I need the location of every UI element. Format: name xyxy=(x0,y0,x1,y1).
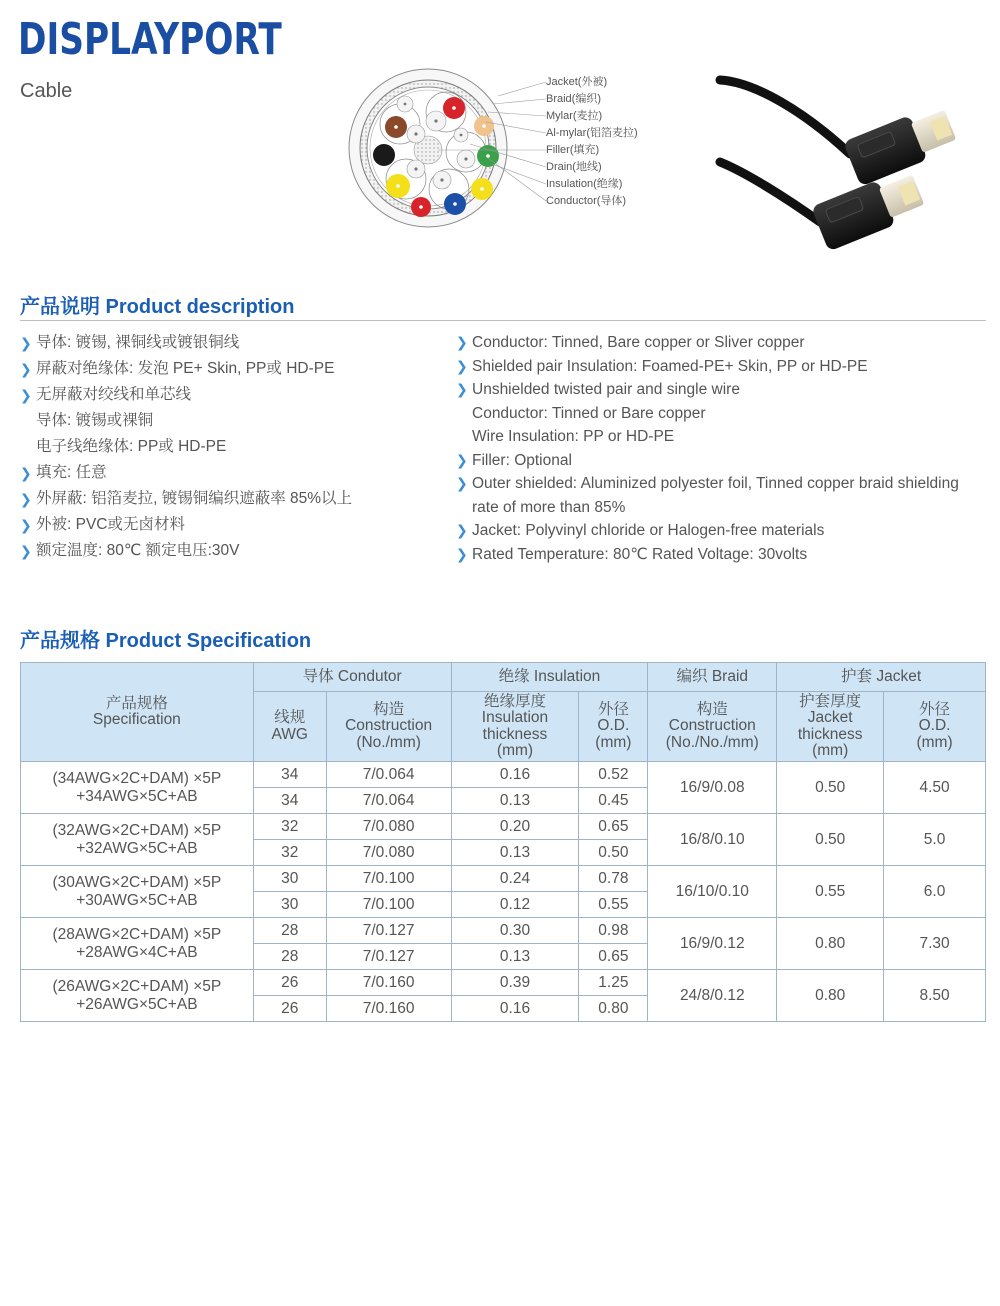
awg-cell: 30 xyxy=(253,866,326,892)
bullet-arrow-icon: ❯ xyxy=(456,545,468,562)
description-item: ❯ 导体: 镀锡, 裸铜线或镀银铜线 xyxy=(20,330,352,356)
header-specification: 产品规格 Specification xyxy=(21,663,254,762)
braid-cell: 16/10/0.10 xyxy=(648,866,777,918)
description-item: 导体: 镀锡或裸铜 xyxy=(36,412,154,429)
header-insulation-group: 绝缘 Insulation xyxy=(451,663,648,692)
description-item: ❯ Shielded pair Insulation: Foamed-PE+ Skin, PP or HD-PE xyxy=(456,355,959,379)
insulation-thickness-cell: 0.16 xyxy=(451,996,579,1022)
diagram-label: Drain(地线) xyxy=(546,161,602,173)
construction-cell: 7/0.100 xyxy=(326,892,451,918)
table-row xyxy=(21,970,986,996)
insulation-od-cell: 0.45 xyxy=(579,788,648,814)
construction-cell: 7/0.160 xyxy=(326,996,451,1022)
spec-cell: (28AWG×2C+DAM) ×5P +28AWG×4C+AB xyxy=(21,918,254,970)
connector-top xyxy=(843,102,959,186)
header-jacket-od: 外径 O.D. (mm) xyxy=(884,692,986,762)
insulation-od-cell: 0.80 xyxy=(579,996,648,1022)
description-item: ❯ 填充: 任意 xyxy=(20,460,352,486)
jacket-thickness-cell: 0.50 xyxy=(777,814,884,866)
spec-cell: (34AWG×2C+DAM) ×5P +34AWG×5C+AB xyxy=(21,762,254,814)
insulation-thickness-cell: 0.20 xyxy=(451,814,579,840)
insulation-od-cell: 0.65 xyxy=(579,944,648,970)
bullet-arrow-icon: ❯ xyxy=(20,361,32,377)
bullet-arrow-icon: ❯ xyxy=(20,517,32,533)
diagram-label: Mylar(麦拉) xyxy=(546,110,603,122)
braid-cell: 24/8/0.12 xyxy=(648,970,777,1022)
description-zh-list xyxy=(20,330,352,564)
awg-cell: 32 xyxy=(253,814,326,840)
description-item: ❯ 额定温度: 80℃ 额定电压:30V xyxy=(20,538,352,564)
awg-cell: 30 xyxy=(253,892,326,918)
jacket-od-cell: 4.50 xyxy=(884,762,986,814)
description-item: rate of more than 85% xyxy=(472,498,626,516)
bullet-arrow-icon: ❯ xyxy=(456,381,468,397)
header-insulation-thickness: 绝缘厚度 Insulation thickness (mm) xyxy=(451,692,579,762)
section-divider xyxy=(20,320,986,321)
header-jacket-thickness: 护套厚度 Jacket thickness (mm) xyxy=(777,692,884,762)
braid-cell: 16/9/0.12 xyxy=(648,918,777,970)
awg-cell: 28 xyxy=(253,918,326,944)
product-specification-heading: 产品规格 Product Specification xyxy=(20,630,312,652)
construction-cell: 7/0.100 xyxy=(326,866,451,892)
jacket-thickness-cell: 0.80 xyxy=(777,970,884,1022)
bullet-arrow-icon: ❯ xyxy=(20,465,32,481)
awg-cell: 34 xyxy=(253,762,326,788)
description-item: ❯ Rated Temperature: 80℃ Rated Voltage: 30volts xyxy=(456,543,959,567)
construction-cell: 7/0.160 xyxy=(326,970,451,996)
cable-product-image xyxy=(715,72,985,282)
header-awg: 线规 AWG xyxy=(253,692,326,762)
spec-cell: (30AWG×2C+DAM) ×5P +30AWG×5C+AB xyxy=(21,866,254,918)
description-item: ❯ 外被: PVC或无卤材料 xyxy=(20,512,352,538)
diagram-label: Al-mylar(铝箔麦拉) xyxy=(546,127,638,139)
jacket-od-cell: 5.0 xyxy=(884,814,986,866)
construction-cell: 7/0.127 xyxy=(326,944,451,970)
construction-cell: 7/0.080 xyxy=(326,814,451,840)
insulation-thickness-cell: 0.13 xyxy=(451,840,579,866)
awg-cell: 28 xyxy=(253,944,326,970)
description-item: ❯ Unshielded twisted pair and single wire xyxy=(456,378,959,402)
table-row xyxy=(21,918,986,944)
description-item: ❯ 屏蔽对绝缘体: 发泡 PE+ Skin, PP或 HD-PE xyxy=(20,356,352,382)
description-en-list xyxy=(456,331,959,566)
jacket-od-cell: 8.50 xyxy=(884,970,986,1022)
description-item: 电子线绝缘体: PP或 HD-PE xyxy=(36,438,227,455)
bullet-arrow-icon: ❯ xyxy=(456,475,468,491)
insulation-thickness-cell: 0.39 xyxy=(451,970,579,996)
insulation-thickness-cell: 0.30 xyxy=(451,918,579,944)
jacket-thickness-cell: 0.80 xyxy=(777,918,884,970)
braid-cell: 16/9/0.08 xyxy=(648,762,777,814)
page-title: DISPLAYPORT xyxy=(18,14,282,65)
bullet-arrow-icon: ❯ xyxy=(456,334,468,350)
description-item: Wire Insulation: PP or HD-PE xyxy=(472,428,675,445)
insulation-thickness-cell: 0.13 xyxy=(451,944,579,970)
insulation-od-cell: 0.50 xyxy=(579,840,648,866)
insulation-thickness-cell: 0.13 xyxy=(451,788,579,814)
description-item: ❯ Jacket: Polyvinyl chloride or Halogen-free materials xyxy=(456,519,959,543)
construction-cell: 7/0.127 xyxy=(326,918,451,944)
construction-cell: 7/0.064 xyxy=(326,788,451,814)
jacket-thickness-cell: 0.50 xyxy=(777,762,884,814)
bullet-arrow-icon: ❯ xyxy=(20,387,32,403)
awg-cell: 26 xyxy=(253,996,326,1022)
insulation-od-cell: 0.55 xyxy=(579,892,648,918)
bullet-arrow-icon: ❯ xyxy=(20,335,32,351)
insulation-od-cell: 0.52 xyxy=(579,762,648,788)
header-braid-group: 编织 Braid xyxy=(648,663,777,692)
insulation-od-cell: 0.78 xyxy=(579,866,648,892)
awg-cell: 26 xyxy=(253,970,326,996)
bullet-arrow-icon: ❯ xyxy=(456,357,468,374)
product-description-heading: 产品说明 Product description xyxy=(20,296,295,318)
bullet-arrow-icon: ❯ xyxy=(456,451,468,468)
insulation-od-cell: 0.65 xyxy=(579,814,648,840)
awg-cell: 34 xyxy=(253,788,326,814)
awg-cell: 32 xyxy=(253,840,326,866)
construction-cell: 7/0.064 xyxy=(326,762,451,788)
diagram-label: Insulation(绝缘) xyxy=(546,178,623,190)
header-conductor-group: 导体 Condutor xyxy=(253,663,451,692)
bullet-arrow-icon: ❯ xyxy=(456,522,468,538)
insulation-thickness-cell: 0.24 xyxy=(451,866,579,892)
header-construction: 构造 Construction (No./mm) xyxy=(326,692,451,762)
header-jacket-group: 护套 Jacket xyxy=(777,663,986,692)
table-row xyxy=(21,866,986,892)
description-item: ❯ Filler: Optional xyxy=(456,449,959,473)
description-item: ❯ Outer shielded: Aluminized polyester foil, Tinned copper braid shielding xyxy=(456,472,959,496)
bullet-arrow-icon: ❯ xyxy=(20,491,32,507)
description-item: ❯ 无屏蔽对绞线和单芯线 xyxy=(20,382,352,408)
jacket-od-cell: 6.0 xyxy=(884,866,986,918)
bullet-arrow-icon: ❯ xyxy=(20,543,32,559)
insulation-thickness-cell: 0.16 xyxy=(451,762,579,788)
page-subtitle: Cable xyxy=(20,80,73,102)
header-insulation-od: 外径 O.D. (mm) xyxy=(579,692,648,762)
spec-cell: (32AWG×2C+DAM) ×5P +32AWG×5C+AB xyxy=(21,814,254,866)
table-row xyxy=(21,814,986,840)
insulation-thickness-cell: 0.12 xyxy=(451,892,579,918)
specification-table xyxy=(20,662,986,1022)
table-row xyxy=(21,762,986,788)
diagram-labels xyxy=(546,74,638,210)
construction-cell: 7/0.080 xyxy=(326,840,451,866)
braid-cell: 16/8/0.10 xyxy=(648,814,777,866)
conductor-black xyxy=(373,144,395,166)
diagram-label: Conductor(导体) xyxy=(546,195,627,207)
diagram-label: Braid(编织) xyxy=(546,93,602,105)
diagram-label: Jacket(外被) xyxy=(546,76,608,88)
jacket-od-cell: 7.30 xyxy=(884,918,986,970)
insulation-od-cell: 1.25 xyxy=(579,970,648,996)
description-item: ❯ Conductor: Tinned, Bare copper or Sliver copper xyxy=(456,331,959,355)
diagram-label: Filler(填充) xyxy=(546,144,600,156)
spec-cell: (26AWG×2C+DAM) ×5P +26AWG×5C+AB xyxy=(21,970,254,1022)
jacket-thickness-cell: 0.55 xyxy=(777,866,884,918)
header-braid-construction: 构造 Construction (No./No./mm) xyxy=(648,692,777,762)
description-item: Conductor: Tinned or Bare copper xyxy=(472,404,706,422)
insulation-od-cell: 0.98 xyxy=(579,918,648,944)
description-item: ❯ 外屏蔽: 铝箔麦拉, 镀锡铜编织遮蔽率 85%以上 xyxy=(20,486,352,512)
